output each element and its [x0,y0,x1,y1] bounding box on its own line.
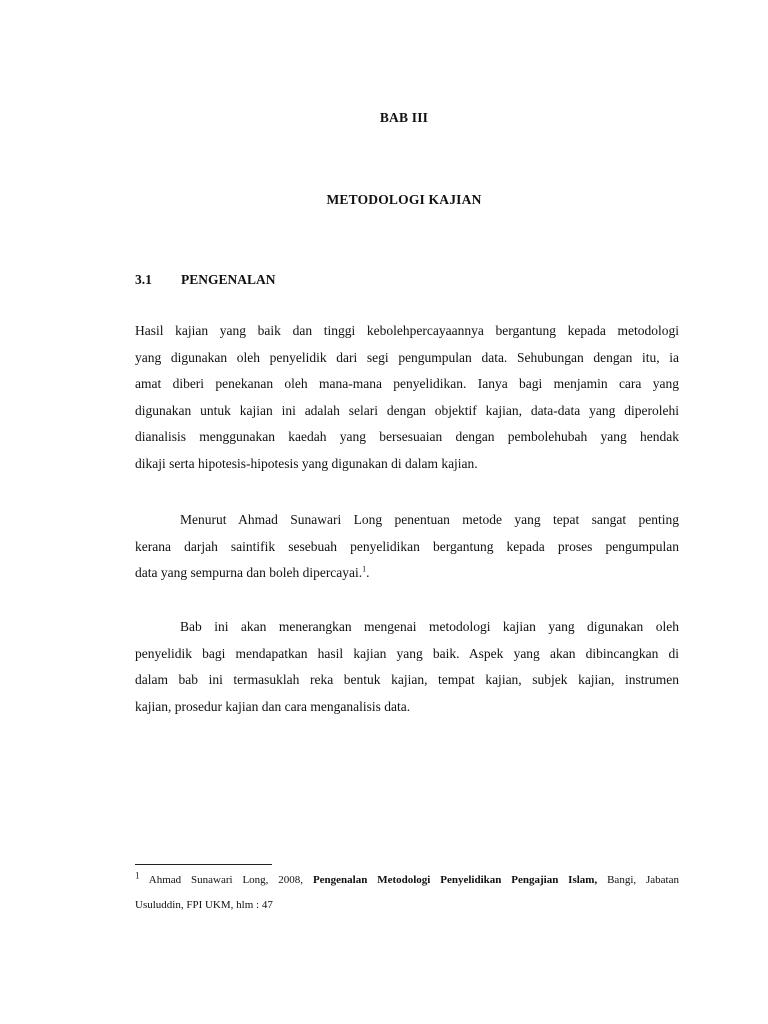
paragraph-line: amat diberi penekanan oleh mana-mana penyelidikan. Ianya bagi menjamin cara yang [135,376,679,391]
footnote-author: Ahmad Sunawari Long, 2008, [139,874,313,886]
section-title: PENGENALAN [181,272,276,287]
paragraph-line: digunakan untuk kajian ini adalah selari dengan objektif kajian, data-data yang diperolehi [135,402,679,418]
chapter-title: METODOLOGI KAJIAN [326,192,482,207]
footnote [135,868,679,918]
paragraph-line: yang digunakan oleh penyelidik dari segi pengumpulan data. Sehubungan dengan itu, ia [135,349,679,365]
footnote-publisher: Bangi, Jabatan [597,874,679,886]
footnote-divider [135,864,272,865]
paragraph-chapter-overview [135,614,679,720]
paragraph-line: data yang sempurna dan boleh dipercayai. [135,565,363,580]
paragraph-line: dianalisis menggunakan kaedah yang bersesuaian dengan pembolehubah yang hendak [135,429,679,444]
footnote-marker: 1 [135,870,140,881]
footnote-book-title: Pengenalan Metodologi Penyelidikan Pengajian Islam, [312,874,598,886]
paragraph-line-with-ref [135,560,679,587]
footnote-line [135,868,679,893]
section-number: 3.1 [135,272,152,287]
paragraph-line: dalam bab ini termasuklah reka bentuk kajian, tempat kajian, subjek kajian, instrumen [135,672,679,687]
paragraph-intro [135,318,679,477]
paragraph-ahmad [135,507,679,587]
sentence-end: . [366,565,370,580]
paragraph-line: dikaji serta hipotesis-hipotesis yang digunakan di dalam kajian. [135,455,478,471]
section-heading [135,272,276,288]
paragraph-line: Bab ini akan menerangkan mengenai metodologi kajian yang digunakan oleh [180,619,679,634]
footnote-reference[interactable]: 1 [362,564,367,574]
paragraph-line: kerana darjah saintifik sesebuah penyelidikan bergantung kepada proses pengumpulan [135,538,679,554]
paragraph-line: penyelidik bagi mendapatkan hasil kajian yang baik. Aspek yang akan dibincangkan di [135,645,679,661]
chapter-label: BAB III [379,110,429,125]
paragraph-line: kajian, prosedur kajian dan cara menganalisis data. [135,698,411,714]
paragraph-line: Menurut Ahmad Sunawari Long penentuan metode yang tepat sangat penting [180,512,679,527]
paragraph-line: Hasil kajian yang baik dan tinggi kebolehpercayaannya bergantung kepada metodologi [135,323,679,338]
footnote-line: Usuluddin, FPI UKM, hlm : 47 [135,899,273,911]
